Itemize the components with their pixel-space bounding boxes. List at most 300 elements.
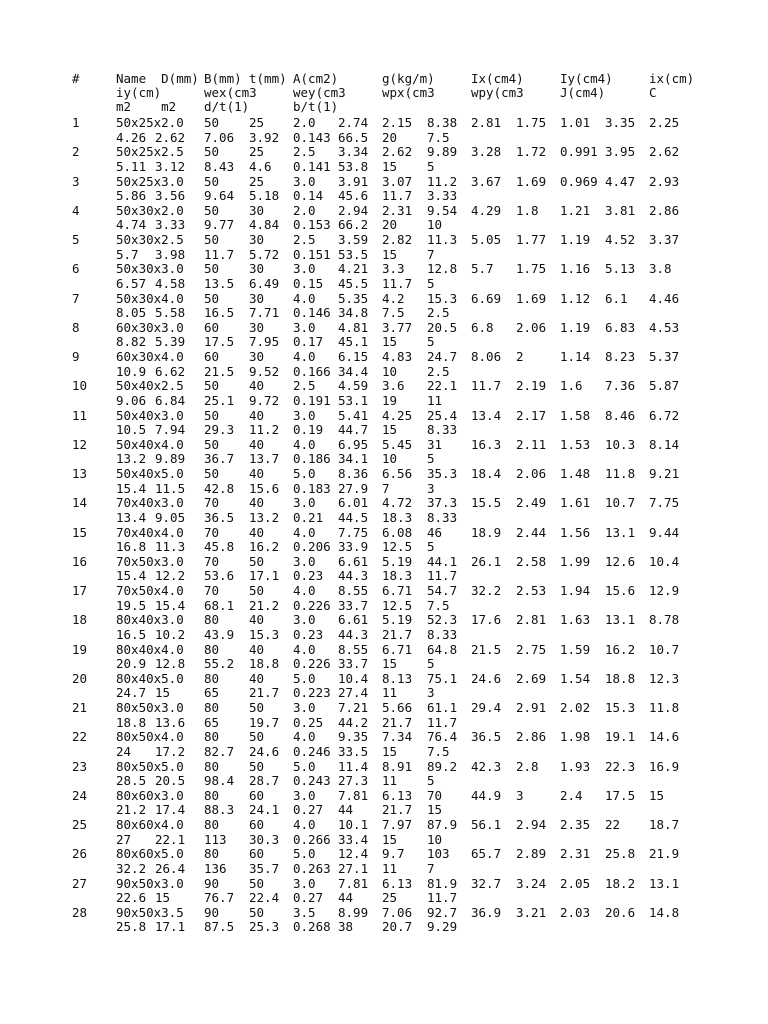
table-cell: 3.35 [605, 115, 636, 130]
row-index: 24 [72, 787, 88, 803]
table-cell: 90 [204, 904, 220, 920]
table-cell: 52.3 [427, 612, 458, 628]
table-cell: 5.05 [471, 232, 502, 247]
table-cell: 50 [249, 875, 265, 891]
table-cell: 44.1 [427, 553, 458, 569]
table-cell: 1.56 [560, 524, 591, 540]
table-cell: 7.75 [649, 495, 680, 511]
table-cell: 0.14 [293, 188, 324, 203]
table-cell: 50 [249, 758, 265, 774]
table-cell: 50 [204, 407, 220, 423]
row-index: 7 [72, 290, 80, 306]
table-cell: 0.153 [293, 217, 331, 233]
table-cell: 18.8 [605, 670, 636, 686]
table-cell: 65 [204, 685, 220, 701]
table-cell: 27.9 [338, 480, 369, 496]
table-cell: 11.7 [471, 378, 502, 394]
table-cell: 21.7 [382, 626, 413, 642]
section-name: 80x50x4.0 [116, 729, 184, 745]
table-cell: 12.2 [155, 568, 186, 584]
table-cell: 4.58 [155, 275, 186, 291]
table-cell: 20.7 [382, 919, 413, 935]
table-cell: 70 [204, 553, 220, 569]
table-cell: 87.5 [204, 919, 235, 935]
row-index: 2 [72, 144, 80, 160]
table-cell: 8.99 [338, 904, 369, 920]
table-cell: 11.7 [204, 246, 235, 262]
table-cell: 2.03 [560, 904, 591, 920]
table-cell: 5.0 [293, 466, 316, 481]
table-cell: 19.1 [605, 729, 636, 745]
section-name: 60x30x4.0 [116, 349, 184, 364]
row-index: 16 [72, 553, 88, 569]
table-cell: 4.0 [293, 290, 316, 306]
table-cell: 26.1 [471, 553, 502, 569]
table-cell: 92.7 [427, 904, 458, 920]
table-cell: 1.61 [560, 495, 591, 511]
table-cell: 60 [249, 817, 265, 832]
table-cell: 2.44 [516, 524, 547, 540]
section-name: 90x50x3.0 [116, 875, 184, 891]
table-cell: 0.23 [293, 568, 324, 584]
table-cell: 3.24 [516, 875, 547, 891]
table-cell: 6.57 [116, 275, 147, 291]
table-cell: 2.15 [382, 115, 413, 130]
table-cell: 21.7 [249, 685, 280, 701]
table-cell: 7.5 [427, 129, 450, 145]
table-cell: 0.25 [293, 714, 324, 730]
table-cell: 7.94 [155, 422, 186, 437]
table-cell: 3.8 [649, 261, 672, 277]
table-cell: 21.9 [649, 846, 680, 862]
table-cell: 15 [382, 656, 398, 671]
table-cell: 5.72 [249, 246, 280, 262]
table-cell: 6.1 [605, 290, 628, 306]
table-cell: 44.7 [338, 422, 369, 437]
table-cell: 1.94 [560, 583, 591, 598]
table-cell: 2.31 [560, 846, 591, 862]
table-cell: 50 [204, 261, 220, 277]
row-index: 23 [72, 758, 88, 774]
table-cell: 5 [427, 773, 435, 788]
table-cell: 2.5 [293, 232, 316, 247]
header-wpx: wpx(cm3 [382, 85, 435, 100]
table-cell: 40 [249, 670, 265, 686]
table-cell: 5.66 [382, 700, 413, 715]
table-cell: 18.2 [605, 875, 636, 891]
table-cell: 21.2 [116, 802, 147, 818]
table-cell: 80 [204, 641, 220, 657]
table-cell: 66.5 [338, 129, 369, 145]
table-cell: 29.3 [204, 422, 235, 437]
table-cell: 6.49 [249, 275, 280, 291]
table-cell: 50 [204, 232, 220, 247]
table-cell: 24.7 [116, 685, 147, 701]
table-cell: 45.8 [204, 539, 235, 554]
table-cell: 17.6 [471, 612, 502, 628]
table-cell: 22.4 [249, 890, 280, 905]
table-cell: 30 [249, 261, 265, 277]
table-cell: 2.94 [516, 817, 547, 832]
table-cell: 4.72 [382, 495, 413, 511]
section-name: 50x30x2.5 [116, 232, 184, 247]
table-cell: 4.0 [293, 729, 316, 745]
section-name: 80x60x5.0 [116, 846, 184, 862]
table-cell: 5.18 [249, 188, 280, 203]
table-cell: 6.13 [382, 875, 413, 891]
table-cell: 2.53 [516, 583, 547, 598]
table-cell: 15 [382, 158, 398, 174]
table-cell: 8.23 [605, 349, 636, 364]
table-cell: 17.1 [155, 919, 186, 935]
table-cell: 21.5 [204, 363, 235, 379]
row-index: 21 [72, 700, 88, 715]
table-cell: 33.4 [338, 831, 369, 847]
table-cell: 3.0 [293, 612, 316, 628]
table-cell: 10.5 [116, 422, 147, 437]
table-cell: 9.35 [338, 729, 369, 745]
table-cell: 21.7 [382, 802, 413, 818]
table-cell: 12.4 [338, 846, 369, 862]
row-index: 14 [72, 495, 88, 511]
table-cell: 1.93 [560, 758, 591, 774]
table-cell: 3.67 [471, 173, 502, 189]
table-cell: 3.0 [293, 495, 316, 511]
table-cell: 8.05 [116, 305, 147, 320]
table-cell: 4.81 [338, 319, 369, 335]
table-cell: 16.3 [471, 436, 502, 452]
table-cell: 5.0 [293, 846, 316, 862]
table-cell: 60 [249, 787, 265, 803]
section-name: 80x60x3.0 [116, 787, 184, 803]
table-cell: 13.7 [249, 451, 280, 467]
table-cell: 2.0 [293, 115, 316, 130]
table-cell: 2.62 [649, 144, 680, 160]
table-cell: 0.266 [293, 831, 331, 847]
table-cell: 13.1 [649, 875, 680, 891]
table-cell: 3.92 [249, 129, 280, 145]
table-cell: 8.38 [427, 115, 458, 130]
table-cell: 1.19 [560, 232, 591, 247]
table-cell: 4.6 [249, 158, 272, 174]
table-cell: 22.1 [427, 378, 458, 394]
header-wey: wey(cm3 [293, 85, 346, 100]
table-cell: 19.5 [116, 597, 147, 613]
table-cell: 1.69 [516, 290, 547, 306]
table-cell: 37.3 [427, 495, 458, 511]
section-name: 80x60x4.0 [116, 817, 184, 832]
table-cell: 15.6 [249, 480, 280, 496]
table-cell: 45.1 [338, 334, 369, 350]
table-cell: 9.54 [427, 202, 458, 218]
table-cell: 13.2 [116, 451, 147, 467]
table-cell: 18.9 [471, 524, 502, 540]
table-cell: 10 [382, 451, 398, 467]
header-c: C [649, 85, 657, 100]
table-cell: 11.2 [249, 422, 280, 437]
table-cell: 0.183 [293, 480, 331, 496]
table-cell: 64.8 [427, 641, 458, 657]
table-cell: 1.6 [560, 378, 583, 394]
table-cell: 3.0 [293, 875, 316, 891]
table-cell: 5.0 [293, 758, 316, 774]
table-cell: 87.9 [427, 817, 458, 832]
table-cell: 6.01 [338, 495, 369, 511]
table-cell: 1.48 [560, 466, 591, 481]
table-cell: 33.7 [338, 597, 369, 613]
table-cell: 42.3 [471, 758, 502, 774]
row-index: 26 [72, 846, 88, 862]
table-cell: 16.5 [116, 626, 147, 642]
table-cell: 53.5 [338, 246, 369, 262]
table-cell: 55.2 [204, 656, 235, 671]
table-cell: 18.4 [471, 466, 502, 481]
table-cell: 70 [427, 787, 443, 803]
table-cell: 2.4 [560, 787, 583, 803]
table-cell: 12.8 [427, 261, 458, 277]
table-cell: 46 [427, 524, 443, 540]
table-cell: 7.06 [204, 129, 235, 145]
table-cell: 1.58 [560, 407, 591, 423]
section-name: 80x50x3.0 [116, 700, 184, 715]
table-cell: 16.8 [116, 539, 147, 554]
row-index: 6 [72, 261, 80, 277]
table-cell: 81.9 [427, 875, 458, 891]
section-name: 70x50x4.0 [116, 583, 184, 598]
table-cell: 9.52 [249, 363, 280, 379]
row-index: 8 [72, 319, 80, 335]
table-cell: 80 [204, 787, 220, 803]
table-cell: 8.55 [338, 583, 369, 598]
table-cell: 17.5 [605, 787, 636, 803]
table-cell: 8.14 [649, 436, 680, 452]
section-name: 80x50x5.0 [116, 758, 184, 774]
table-cell: 11 [382, 860, 398, 876]
table-cell: 45.5 [338, 275, 369, 291]
table-cell: 38 [338, 919, 354, 935]
table-cell: 22.6 [116, 890, 147, 905]
table-cell: 0.17 [293, 334, 324, 350]
table-cell: 3.07 [382, 173, 413, 189]
table-cell: 0.166 [293, 363, 331, 379]
table-cell: 33.7 [338, 656, 369, 671]
table-cell: 4.21 [338, 261, 369, 277]
table-cell: 30.3 [249, 831, 280, 847]
section-name: 50x25x2.0 [116, 115, 184, 130]
header-j: J(cm4) [560, 85, 606, 100]
table-cell: 5.7 [471, 261, 494, 277]
table-cell: 5 [427, 656, 435, 671]
table-cell: 25 [249, 173, 265, 189]
table-cell: 0.191 [293, 392, 331, 408]
table-cell: 2.49 [516, 495, 547, 511]
table-cell: 3.34 [338, 144, 369, 160]
table-cell: 50 [249, 729, 265, 745]
table-cell: 1.63 [560, 612, 591, 628]
table-cell: 6.8 [471, 319, 494, 335]
row-index: 4 [72, 202, 80, 218]
table-cell: 5.86 [116, 188, 147, 203]
table-cell: 0.23 [293, 626, 324, 642]
table-cell: 44.2 [338, 714, 369, 730]
table-cell: 16.9 [649, 758, 680, 774]
table-cell: 4.25 [382, 407, 413, 423]
table-cell: 4.0 [293, 641, 316, 657]
table-cell: 6.95 [338, 436, 369, 452]
table-cell: 0.27 [293, 890, 324, 905]
table-cell: 7.95 [249, 334, 280, 350]
row-index: 18 [72, 612, 88, 628]
table-cell: 60 [249, 846, 265, 862]
table-cell: 7.71 [249, 305, 280, 320]
table-cell: 11.7 [427, 568, 458, 584]
section-name: 80x40x4.0 [116, 641, 184, 657]
table-cell: 113 [204, 831, 227, 847]
table-cell: 20 [382, 217, 398, 233]
section-name: 90x50x3.5 [116, 904, 184, 920]
table-cell: 22.1 [155, 831, 186, 847]
table-cell: 15 [427, 802, 443, 818]
table-cell: 30 [249, 232, 265, 247]
header-index: # [72, 71, 80, 86]
table-cell: 36.5 [471, 729, 502, 745]
table-cell: 2.05 [560, 875, 591, 891]
table-cell: 61.1 [427, 700, 458, 715]
table-cell: 4.0 [293, 583, 316, 598]
table-cell: 3.98 [155, 246, 186, 262]
table-cell: 25 [249, 144, 265, 160]
table-cell: 5.35 [338, 290, 369, 306]
table-cell: 27.4 [338, 685, 369, 701]
table-cell: 12.8 [155, 656, 186, 671]
table-cell: 3.59 [338, 232, 369, 247]
table-cell: 2.17 [516, 407, 547, 423]
table-cell: 19.7 [249, 714, 280, 730]
table-cell: 50 [249, 904, 265, 920]
table-cell: 15.4 [155, 597, 186, 613]
header-iy: Iy(cm4) [560, 71, 613, 86]
table-cell: 7.36 [605, 378, 636, 394]
table-cell: 15 [382, 743, 398, 759]
table-cell: 43.9 [204, 626, 235, 642]
table-cell: 8.06 [471, 349, 502, 364]
header-d-t: d/t(1) [204, 99, 250, 114]
table-cell: 0.991 [560, 144, 598, 160]
table-cell: 13.4 [471, 407, 502, 423]
table-cell: 1.16 [560, 261, 591, 277]
table-cell: 18.8 [116, 714, 147, 730]
table-cell: 1.98 [560, 729, 591, 745]
table-cell: 24.1 [249, 802, 280, 818]
table-cell: 11.8 [649, 700, 680, 715]
table-cell: 8.78 [649, 612, 680, 628]
table-cell: 5 [427, 539, 435, 554]
table-cell: 3.56 [155, 188, 186, 203]
table-cell: 25.8 [605, 846, 636, 862]
table-cell: 2.94 [338, 202, 369, 218]
table-cell: 2.58 [516, 553, 547, 569]
section-name: 60x30x3.0 [116, 319, 184, 335]
table-cell: 53.8 [338, 158, 369, 174]
table-cell: 82.7 [204, 743, 235, 759]
table-cell: 2.86 [516, 729, 547, 745]
table-cell: 68.1 [204, 597, 235, 613]
table-cell: 40 [249, 407, 265, 423]
header-ix: Ix(cm4) [471, 71, 524, 86]
table-cell: 2.81 [471, 115, 502, 130]
table-cell: 34.8 [338, 305, 369, 320]
table-cell: 65 [204, 714, 220, 730]
table-cell: 2.8 [516, 758, 539, 774]
table-cell: 30 [249, 290, 265, 306]
table-cell: 12.3 [649, 670, 680, 686]
table-cell: 36.5 [204, 509, 235, 525]
row-index: 13 [72, 466, 88, 481]
table-cell: 6.71 [382, 583, 413, 598]
table-cell: 5.0 [293, 670, 316, 686]
table-cell: 4.52 [605, 232, 636, 247]
table-cell: 7.5 [427, 743, 450, 759]
table-cell: 33.5 [338, 743, 369, 759]
table-cell: 28.5 [116, 773, 147, 788]
table-cell: 66.2 [338, 217, 369, 233]
row-index: 3 [72, 173, 80, 189]
table-cell: 80 [204, 817, 220, 832]
table-cell: 34.1 [338, 451, 369, 467]
table-cell: 0.141 [293, 158, 331, 174]
table-cell: 7.06 [382, 904, 413, 920]
table-cell: 14.8 [649, 904, 680, 920]
table-cell: 53.6 [204, 568, 235, 584]
table-cell: 4.0 [293, 524, 316, 540]
table-cell: 25.8 [116, 919, 147, 935]
table-cell: 4.74 [116, 217, 147, 233]
table-cell: 6.15 [338, 349, 369, 364]
section-name: 70x40x4.0 [116, 524, 184, 540]
table-cell: 8.82 [116, 334, 147, 350]
table-cell: 2.86 [649, 202, 680, 218]
table-cell: 20.5 [155, 773, 186, 788]
table-cell: 56.1 [471, 817, 502, 832]
table-cell: 1.75 [516, 115, 547, 130]
table-cell: 17.1 [249, 568, 280, 584]
table-cell: 0.223 [293, 685, 331, 701]
table-cell: 7.21 [338, 700, 369, 715]
table-cell: 8.13 [382, 670, 413, 686]
table-cell: 10 [427, 831, 443, 847]
table-cell: 80 [204, 670, 220, 686]
table-cell: 15 [649, 787, 665, 803]
table-cell: 16.5 [204, 305, 235, 320]
table-cell: 2.89 [516, 846, 547, 862]
table-cell: 20.9 [116, 656, 147, 671]
table-cell: 25 [382, 890, 398, 905]
table-cell: 20.5 [427, 319, 458, 335]
table-cell: 3.3 [382, 261, 405, 277]
table-cell: 0.969 [560, 173, 598, 189]
table-cell: 3.21 [516, 904, 547, 920]
table-cell: 44 [338, 890, 354, 905]
table-cell: 6.72 [649, 407, 680, 423]
table-cell: 1.12 [560, 290, 591, 306]
header-name-d: Name D(mm) [116, 71, 199, 86]
table-cell: 40 [249, 436, 265, 452]
table-cell: 15 [382, 831, 398, 847]
table-cell: 18.3 [382, 568, 413, 584]
table-cell: 15.4 [116, 568, 147, 584]
table-cell: 8.43 [204, 158, 235, 174]
table-cell: 1.69 [516, 173, 547, 189]
